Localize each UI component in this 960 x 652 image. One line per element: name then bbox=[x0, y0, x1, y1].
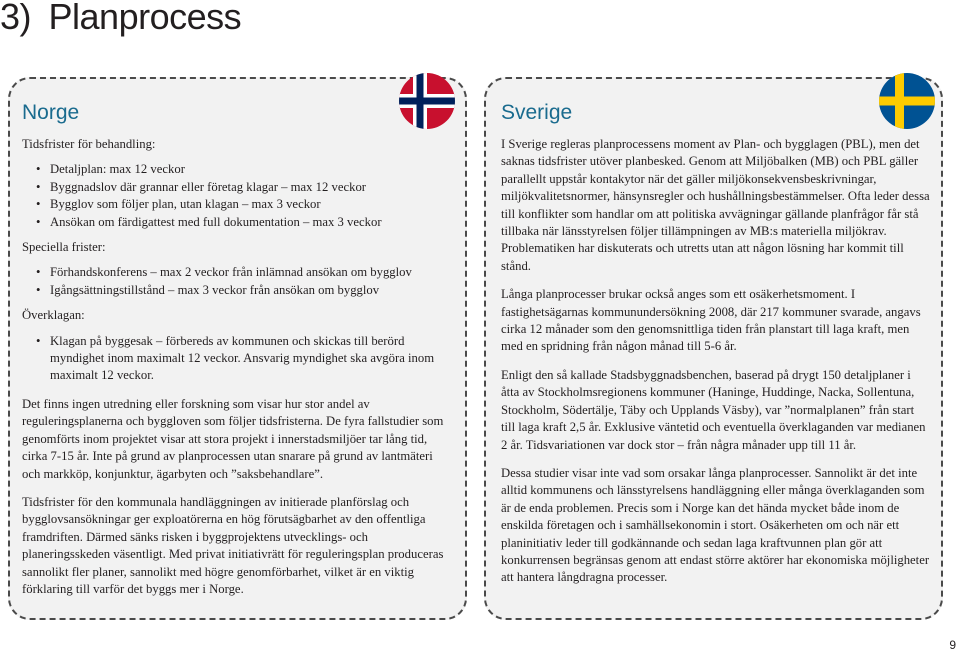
sverige-heading: Sverige bbox=[501, 101, 573, 124]
page-title: 3) Planprocess bbox=[0, 0, 242, 37]
deadlines-list bbox=[22, 161, 452, 231]
norge-paragraph-1: Det finns ingen utredning eller forskning som visar hur stor andel av reguleringsplanerna och byggloven som följer tidsfristerna. De fyra fallstudier som genomförts inom projektet visar att stora projekt i innerstadsmiljöer tar lång tid, cirka 7-15 år. Inte på grund av planprocessen utan snarare på grund av lantmäteri och markköp, konjunktur, ägarbyten och ”saksbehandlare”. bbox=[22, 396, 444, 481]
page-number: 9 bbox=[949, 638, 956, 652]
norge-paragraph-2: Tidsfrister för den kommunala handläggningen av initierade planförslag och bygglovsansökningar ger exploatörerna en hög förutsägbarhet av den offentliga framdriften. Därmed sänks risken i byggprojektens utvecklings- och planeringsskeden väsentligt. Med privat initiativrätt för reguleringsplan produceras sannolikt fler planer, sannolikt med högre genomförbarhet, vilket är en viktig förklaring till varför det byggs mer i Norge. bbox=[22, 494, 444, 596]
list-item: • Klagan på byggesak – förbereds av kommunen och skickas till berörd myndighet inom maximalt 12 veckor. Ansvarig myndighet ska avgöra inom maximalt 12 veckor. bbox=[36, 333, 452, 385]
list-item: • Ansökan om färdigattest med full dokumentation – max 3 veckor bbox=[36, 214, 452, 231]
special-list bbox=[22, 264, 452, 299]
sverige-paragraph-2: Långa planprocesser brukar också anges som ett osäkerhetsmoment. I fastighetsägarnas kommunundersökning 2008, där 217 kommuner svarade, angavs cirka 12 månader som den genomsnittliga tiden från planstart till laga kraft, men med en spridning från någon månad till 5-6 år. bbox=[501, 287, 921, 354]
list-item: • Detaljplan: max 12 veckor bbox=[36, 161, 452, 178]
norge-body bbox=[22, 136, 452, 598]
sverige-paragraph-3: Enligt den så kallade Stadsbyggnadsbenchen, baserad på drygt 150 detaljplaner i åtta av Stockholmsregionens kommuner (Haninge, Huddinge, Nacka, Sollentuna, Stockholm, Södertälje, Täby och Upplands Väsby), var ”normalplanen” från start till laga kraft 2,5 år. Exklusive väntetid och eventuella överklaganden var medianen 2 år. Tidsvariationen var dock stor – från några månader upp till 11 år. bbox=[501, 367, 926, 452]
list-item: • Bygglov som följer plan, utan klagan – max 3 veckor bbox=[36, 196, 452, 213]
list-item: • Byggnadslov där grannar eller företag klagar – max 12 veckor bbox=[36, 179, 452, 196]
list-item: • Igångsättningstillstånd – max 3 veckor från ansökan om bygglov bbox=[36, 282, 452, 299]
special-label: Speciella frister: bbox=[22, 240, 106, 255]
sverige-paragraph-4: Dessa studier visar inte vad som orsakar långa planprocesser. Sannolikt är det inte alltid kommunens och länsstyrelsens handläggning eller många överklaganden som är de enda problemen. Precis som i Norge kan det hända mycket både inom de enskilda företagen och i samhällsekonomin i stort. Osäkerheten om och när ett planinitiativ leder till godkännande och sedan laga kraftvunnen plan gör att konkurrensen begränsas genom att endast större aktörer har ekonomiska möjligheter att hantera långdragna processer. bbox=[501, 465, 930, 585]
norge-heading: Norge bbox=[22, 101, 80, 124]
sverige-paragraph-1: I Sverige regleras planprocessens moment av Plan- och bygglagen (PBL), men det saknas tidsfrister utöver planbesked. Genom att Miljöbalken (MB) och PBL gäller parallellt uppstår kontakytor när det gäller miljökonsekvensbeskrivningar, miljökvalitetsnormer, hänsynsregler och hushållningsbestämmelser. Ofta leder dessa till konflikter som handlar om att politiska avvägningar gällande planfrågor får stå tillbaka när länsstyrelsen följer tillämpningen av MB:s materiella miljökrav. Problematiken har diskuterats och utretts utan att någon lösning har kommit till stånd. bbox=[501, 137, 930, 273]
appeal-label: Överklagan: bbox=[22, 308, 85, 323]
appeal-list bbox=[22, 333, 452, 385]
norge-panel bbox=[8, 77, 467, 620]
sverige-body bbox=[501, 136, 931, 587]
sverige-panel bbox=[484, 77, 943, 620]
norway-flag-icon bbox=[399, 73, 455, 129]
deadlines-label: Tidsfrister för behandling: bbox=[22, 137, 156, 151]
list-item: • Förhandskonferens – max 2 veckor från inlämnad ansökan om bygglov bbox=[36, 264, 452, 281]
sweden-flag-icon bbox=[879, 73, 935, 129]
